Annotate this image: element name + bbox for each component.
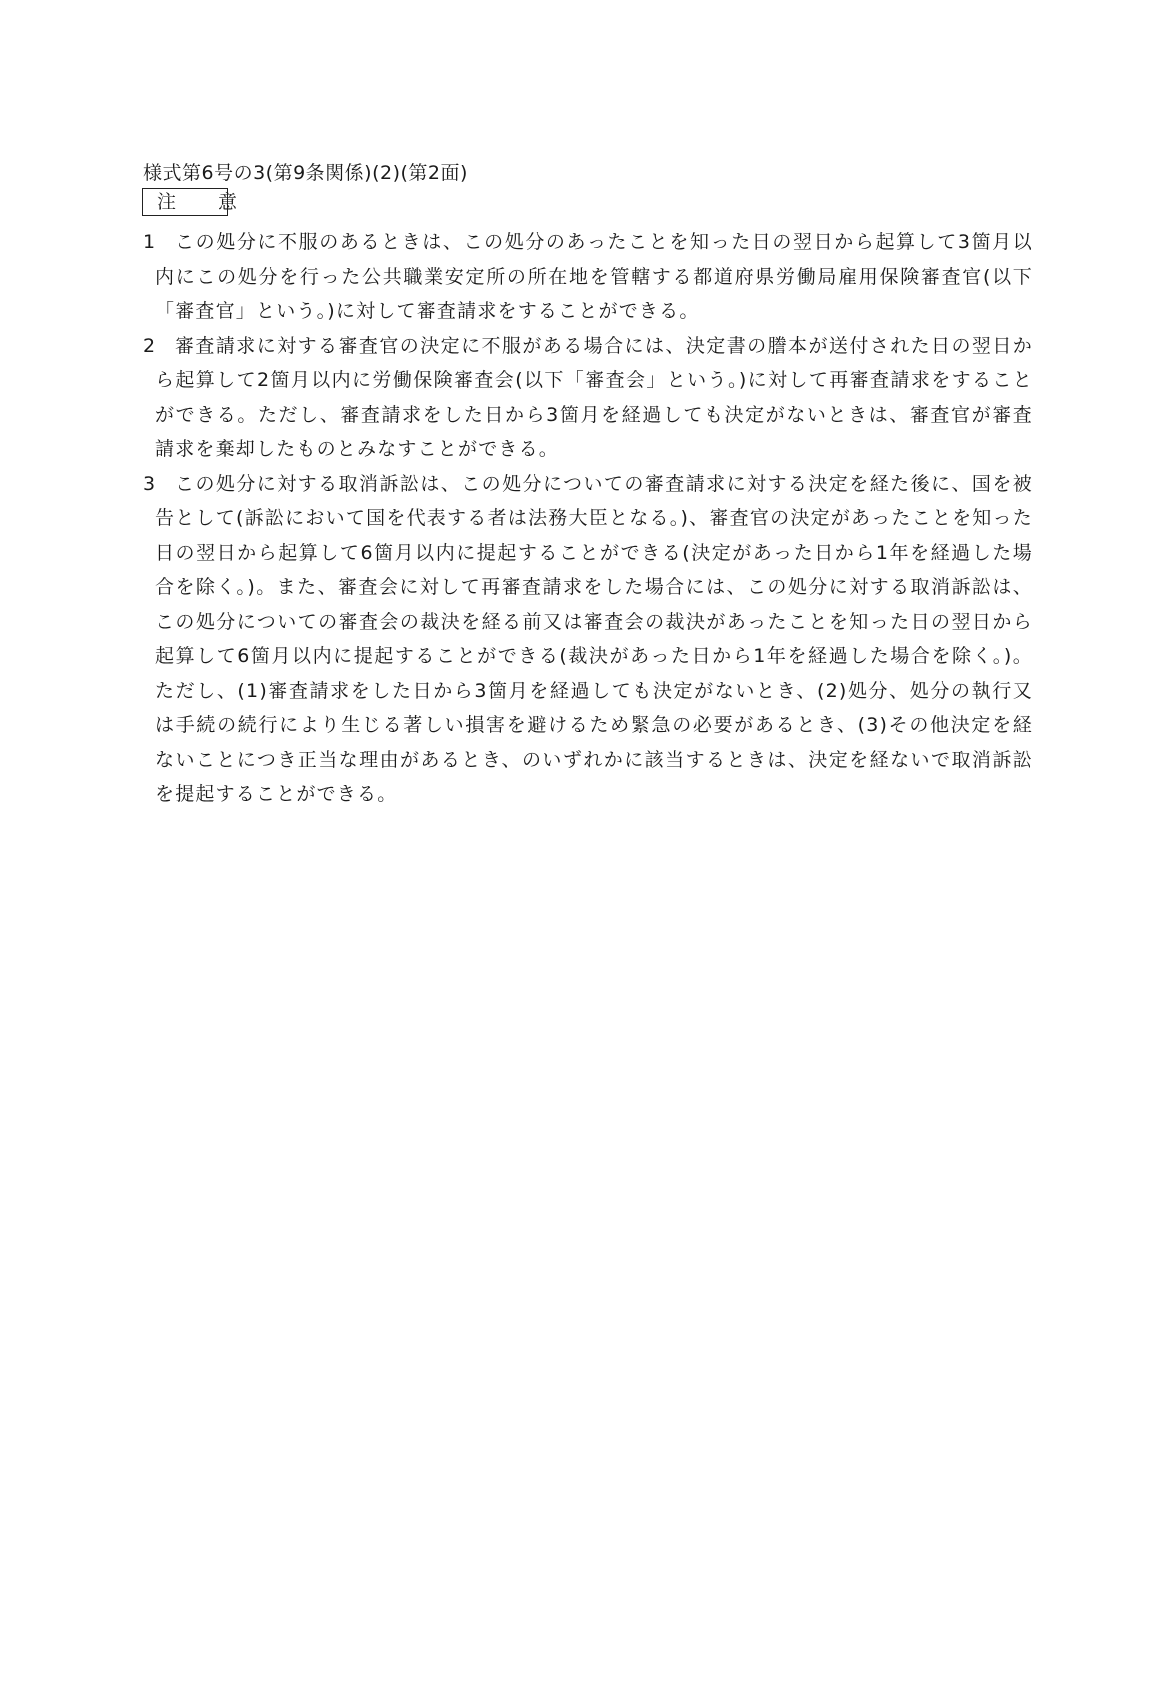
note-number: 1: [143, 231, 157, 253]
note-number: 3: [143, 472, 157, 495]
notice-heading-box: 注 意: [142, 188, 228, 216]
note-text: この処分に対する取消訴訟は、この処分についての審査請求に対する決定を経た後に、国を被告として(訴訟において国を代表する者は法務大臣となる。)、審査官の決定があったことを知った日の翌日から起算して6箇月以内に提起することができる(決定があった日から1年を経過した場合を除く。)。また、審査会に対して再審査請求をした場合には、この処分に対する取消訴訟は、この処分についての審査会の裁決を経る前又は審査会の裁決があったことを知った日の翌日から起算して6箇月以内に提起することができる(裁決があった日から1年を経過した場合を除く。)。ただし、(1)審査請求をした日から3箇月を経過しても決定がないとき、(2)処分、処分の執行又は手続の続行により生じる著しい損害を避けるため緊急の必要があるとき、(3)その他決定を経ないことにつき正当な理由があるとき、のいずれかに該当するときは、決定を経ないで取消訴訟を提起することができる。: [155, 472, 1033, 805]
note-text: この処分に不服のあるときは、この処分のあったことを知った日の翌日から起算して3箇月以内にこの処分を行った公共職業安定所の所在地を管轄する都道府県労働局雇用保険審査官(以下「審査官」という。)に対して審査請求をすることができる。: [155, 231, 1033, 322]
note-item-3: [143, 467, 1033, 812]
note-item-2: [143, 329, 1033, 467]
notes-list: [143, 225, 1033, 812]
note-number: 2: [143, 334, 157, 357]
note-item-1: [143, 225, 1033, 329]
form-number: 様式第6号の3(第9条関係)(2)(第2面): [143, 162, 468, 184]
note-text: 審査請求に対する審査官の決定に不服がある場合には、決定書の謄本が送付された日の翌日から起算して2箇月以内に労働保険審査会(以下「審査会」という。)に対して再審査請求をすることができる。ただし、審査請求をした日から3箇月を経過しても決定がないときは、審査官が審査請求を棄却したものとみなすことができる。: [155, 334, 1033, 460]
